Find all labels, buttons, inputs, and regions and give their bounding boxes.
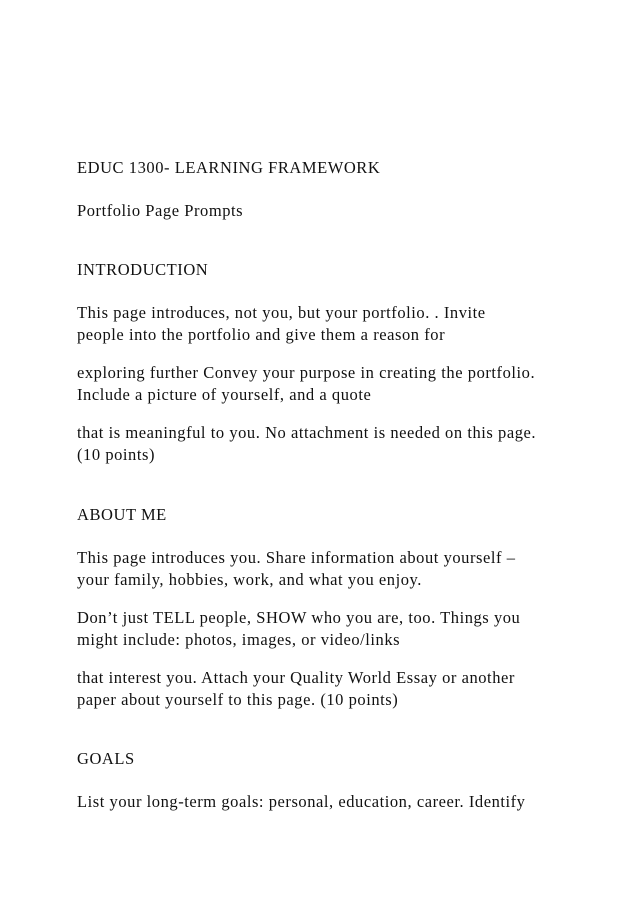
section-heading-introduction: INTRODUCTION (77, 260, 209, 279)
intro-paragraph-3-line-1: that is meaningful to you. No attachment is needed on this page. (77, 423, 537, 442)
intro-paragraph-2-line-2: Include a picture of yourself, and a quote (77, 385, 372, 404)
section-heading-about-me: ABOUT ME (77, 505, 167, 524)
intro-paragraph-3-line-2: (10 points) (77, 445, 156, 464)
goals-paragraph-1-line-1: List your long-term goals: personal, education, career. Identify (77, 792, 526, 811)
about-paragraph-3-line-2: paper about yourself to this page. (10 points) (77, 690, 399, 709)
page-subtitle: Portfolio Page Prompts (77, 201, 244, 220)
about-paragraph-3-line-1: that interest you. Attach your Quality World Essay or another (77, 668, 515, 687)
about-paragraph-2-line-1: Don’t just TELL people, SHOW who you are, too. Things you (77, 608, 521, 627)
about-paragraph-1-line-2: your family, hobbies, work, and what you enjoy. (77, 570, 422, 589)
course-title: EDUC 1300- LEARNING FRAMEWORK (77, 158, 381, 177)
intro-paragraph-1-line-1: This page introduces, not you, but your portfolio. . Invite (77, 303, 486, 322)
about-paragraph-2-line-2: might include: photos, images, or video/links (77, 630, 401, 649)
intro-paragraph-2-line-1: exploring further Convey your purpose in creating the portfolio. (77, 363, 536, 382)
section-heading-goals: GOALS (77, 749, 135, 768)
about-paragraph-1-line-1: This page introduces you. Share information about yourself – (77, 548, 516, 567)
intro-paragraph-1-line-2: people into the portfolio and give them a reason for (77, 325, 446, 344)
